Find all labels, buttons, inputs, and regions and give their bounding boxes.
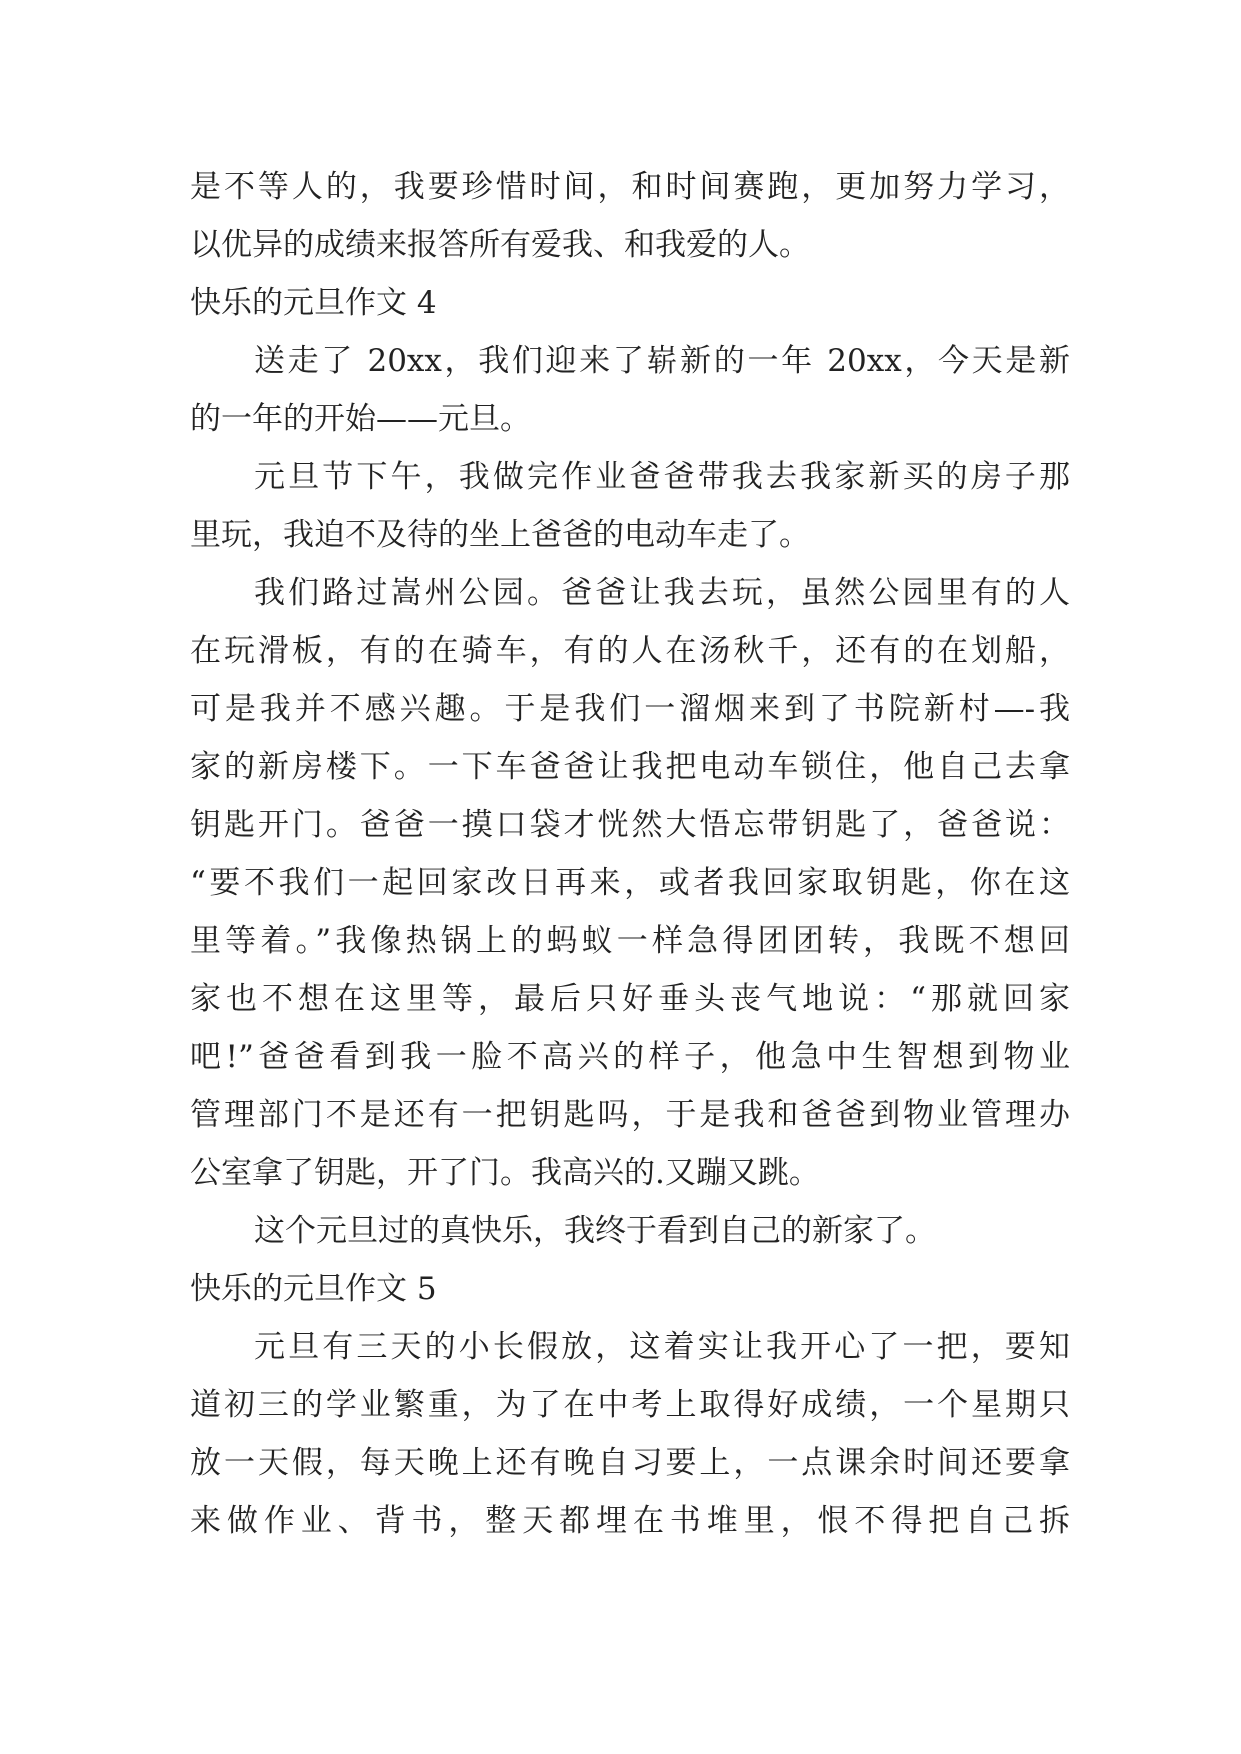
- paragraph-line: 的一年的开始——元旦。: [190, 401, 531, 437]
- paragraph-line: 放一天假，每天晚上还有晚自习要上，一点课余时间还要拿: [190, 1445, 1070, 1481]
- paragraph-line: 元旦节下午，我做完作业爸爸带我去我家新买的房子那: [254, 459, 1070, 495]
- paragraph-line: 送走了 20xx，我们迎来了崭新的一年 20xx，今天是新: [254, 343, 1070, 379]
- paragraph-line: “要不我们一起回家改日再来，或者我回家取钥匙，你在这: [190, 865, 1070, 901]
- paragraph-line: 这个元旦过的真快乐，我终于看到自己的新家了。: [254, 1213, 936, 1249]
- paragraph-line: 家也不想在这里等，最后只好垂头丧气地说：“那就回家: [190, 981, 1070, 1017]
- paragraph-line: 钥匙开门。爸爸一摸口袋才恍然大悟忘带钥匙了，爸爸说：: [190, 807, 1070, 843]
- paragraph-line: 道初三的学业繁重，为了在中考上取得好成绩，一个星期只: [190, 1387, 1070, 1423]
- paragraph-line: 可是我并不感兴趣。于是我们一溜烟来到了书院新村—-我: [190, 691, 1070, 727]
- paragraph-line: 以优异的成绩来报答所有爱我、和我爱的人。: [190, 227, 810, 263]
- paragraph-line: 我们路过嵩州公园。爸爸让我去玩，虽然公园里有的人: [254, 575, 1070, 611]
- section-heading: 快乐的元旦作文 4: [190, 285, 437, 321]
- paragraph-line: 里等着。”我像热锅上的蚂蚁一样急得团团转，我既不想回: [190, 923, 1070, 959]
- paragraph-line: 家的新房楼下。一下车爸爸让我把电动车锁住，他自己去拿: [190, 749, 1070, 785]
- paragraph-line: 管理部门不是还有一把钥匙吗，于是我和爸爸到物业管理办: [190, 1097, 1070, 1133]
- paragraph-line: 在玩滑板，有的在骑车，有的人在汤秋千，还有的在划船，: [190, 633, 1070, 669]
- paragraph-line: 吧!”爸爸看到我一脸不高兴的样子，他急中生智想到物业: [190, 1039, 1070, 1075]
- paragraph-line: 里玩，我迫不及待的坐上爸爸的电动车走了。: [190, 517, 810, 553]
- paragraph-line: 元旦有三天的小长假放，这着实让我开心了一把，要知: [254, 1329, 1070, 1365]
- section-heading: 快乐的元旦作文 5: [190, 1271, 437, 1307]
- paragraph-line: 来做作业、背书，整天都埋在书堆里，恨不得把自己拆: [190, 1503, 1070, 1539]
- paragraph-line: 公室拿了钥匙，开了门。我高兴的.又蹦又跳。: [190, 1155, 820, 1191]
- document-body: [190, 158, 1070, 1550]
- paragraph-line: 是不等人的，我要珍惜时间，和时间赛跑，更加努力学习，: [190, 169, 1070, 205]
